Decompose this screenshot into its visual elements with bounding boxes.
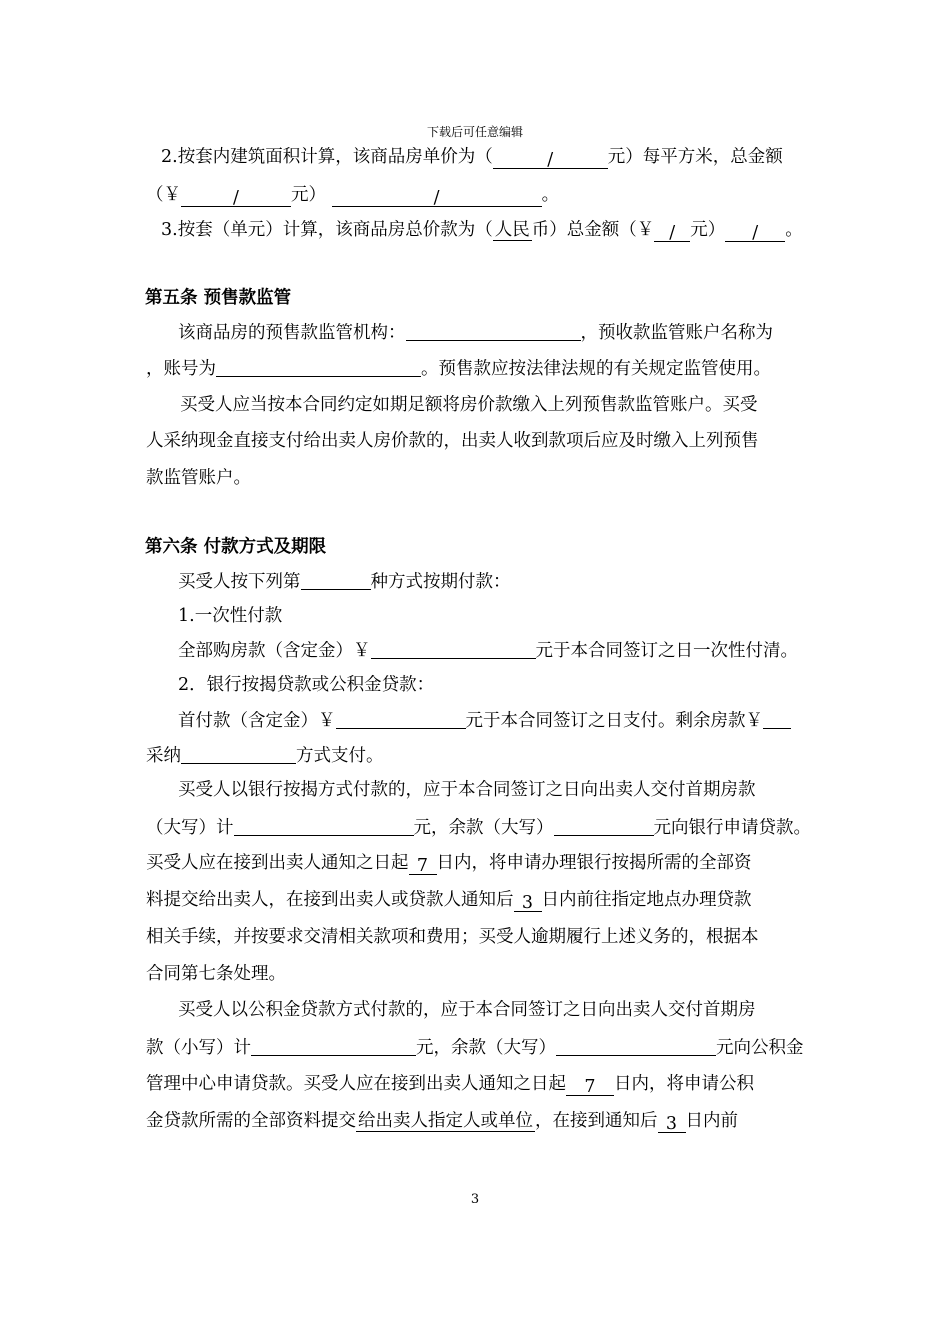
article-6-heading: 第六条 付款方式及期限 [145,537,327,557]
clause-line: ，账号为 。预售款应按法律法规的有关规定监管使用。 [146,356,771,381]
paragraph-line: 买受人以公积金贷款方式付款的，应于本合同签订之日向出卖人交付首期房 [178,1000,756,1020]
clause-line: （￥ / 元） / 。 [146,185,560,208]
fill-blank[interactable] [216,356,421,377]
paragraph-line: 款监管账户。 [146,468,251,488]
fill-blank[interactable]: / [725,221,785,242]
fill-blank[interactable] [301,569,371,590]
fill-blank[interactable]: 给出卖人指定人或单位 [358,1111,533,1131]
clause-line: 采纳 方式支付。 [146,743,384,768]
clause-line: 2.按套内建筑面积计算，该商品房单价为（ / 元）每平方米，总金额 [161,147,783,170]
paragraph-line: 人采纳现金直接支付给出卖人房价款的，出卖人收到款项后应及时缴入上列预售 [146,431,759,451]
fill-blank[interactable] [234,815,414,836]
fill-blank[interactable]: 7 [566,1075,614,1096]
paragraph-line: 买受人以银行按揭方式付款的，应于本合同签订之日向出卖人交付首期房款 [178,780,756,800]
clause-line: 金贷款所需的全部资料提交 给出卖人指定人或单位 ，在接到通知后 3 日内前 [146,1111,738,1134]
fill-blank[interactable]: / [654,221,690,242]
fill-blank[interactable]: / [493,148,608,169]
clause-line: 该商品房的预售款监管机构： ，预收款监管账户名称为 [178,320,773,345]
fill-blank[interactable] [371,638,536,659]
clause-line: 款（小写）计 元，余款（大写） 元向公积金 [146,1035,804,1060]
clause-line: 管理中心申请贷款。买受人应在接到出卖人通知之日起 7 日内，将申请公积 [146,1074,754,1097]
fill-blank[interactable]: 7 [409,854,437,875]
clause-line: 料提交给出卖人，在接到出卖人或贷款人通知后 3 日内前往指定地点办理贷款 [146,890,752,913]
currency-filled: 人民 [494,220,530,240]
page-header: 下载后可任意编辑 [426,125,523,139]
fill-blank[interactable] [336,708,466,729]
fill-blank[interactable]: 3 [658,1112,686,1133]
fill-blank[interactable] [554,815,654,836]
fill-blank[interactable]: / [332,186,542,207]
fill-blank[interactable] [556,1035,716,1056]
clause-line: 3.按套（单元）计算，该商品房总价款为（ 人民 币）总金额（￥ / 元） / 。 [161,220,803,243]
page-number: 3 [470,1192,480,1207]
fill-blank[interactable] [763,708,791,729]
fill-blank[interactable] [406,320,581,341]
clause-line: 首付款（含定金）￥ 元于本合同签订之日支付。剩余房款￥ [178,708,791,733]
clause-line: （大写）计 元，余款（大写） 元向银行申请贷款。 [146,815,811,840]
clause-line: 全部购房款（含定金）￥ 元于本合同签订之日一次性付清。 [178,638,798,663]
paragraph-line: 合同第七条处理。 [146,964,286,984]
fill-blank[interactable]: 3 [514,891,542,912]
paragraph-line: 1.一次性付款 [178,606,283,626]
paragraph-line: 买受人应当按本合同约定如期足额将房价款缴入上列预售款监管账户。买受 [180,395,758,415]
article-5-heading: 第五条 预售款监管 [145,288,292,308]
clause-line: 买受人应在接到出卖人通知之日起 7 日内，将申请办理银行按揭所需的全部资 [146,853,752,876]
clause-line: 买受人按下列第 种方式按期付款： [178,569,511,594]
paragraph-line: 2．银行按揭贷款或公积金贷款： [178,675,435,695]
fill-blank[interactable] [251,1035,416,1056]
fill-blank[interactable] [181,743,296,764]
paragraph-line: 相关手续，并按要求交清相关款项和费用；买受人逾期履行上述义务的，根据本 [146,927,759,947]
fill-blank[interactable]: / [181,186,291,207]
